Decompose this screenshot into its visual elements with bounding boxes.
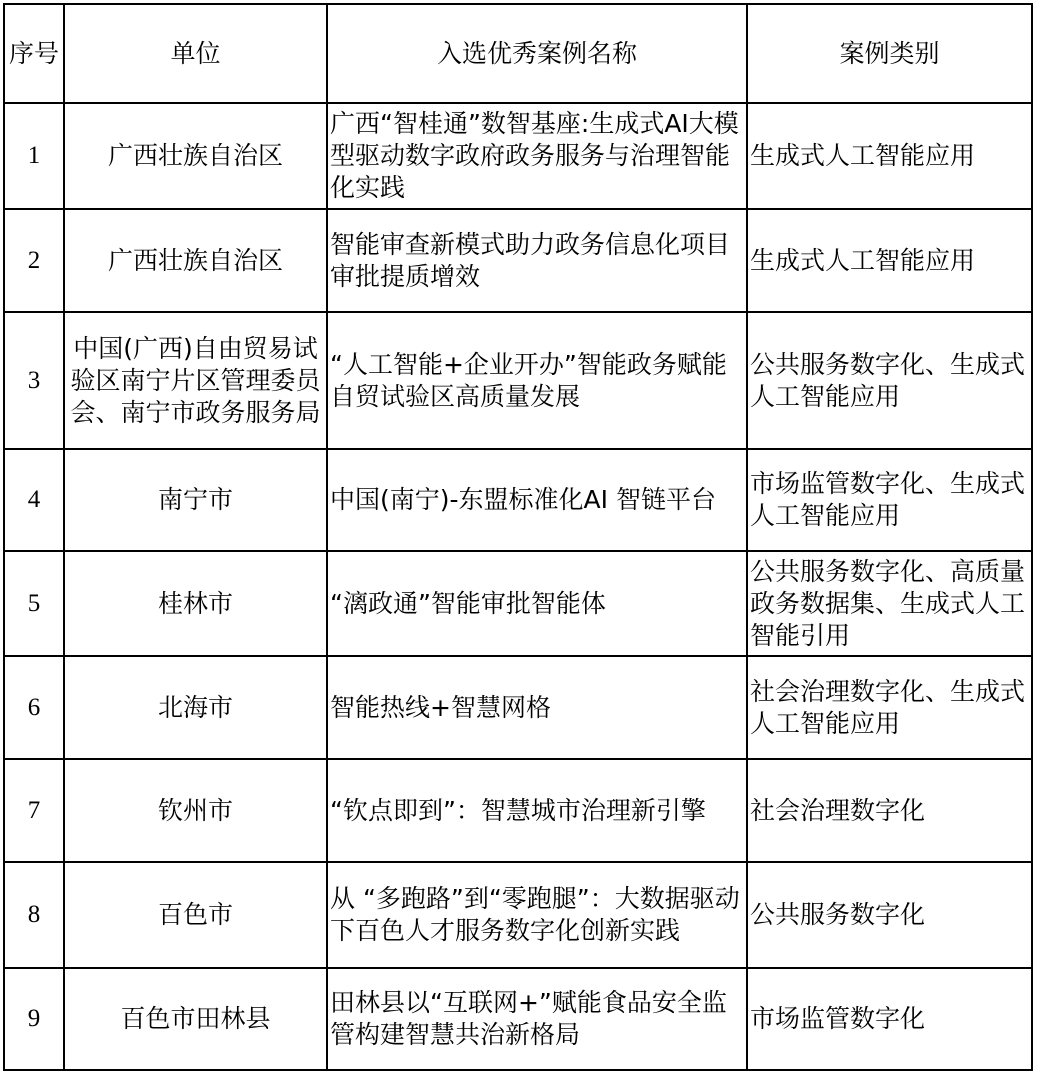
row-category: 公共服务数字化、生成式人工智能应用 [747, 312, 1032, 449]
excellent-cases-table [3, 3, 1033, 1071]
row-no: 6 [4, 656, 64, 759]
row-category: 社会治理数字化、生成式人工智能应用 [747, 656, 1032, 759]
table-row [4, 449, 1032, 551]
row-unit: 北海市 [64, 656, 327, 759]
row-case-name: “钦点即到”：智慧城市治理新引擎 [327, 759, 747, 862]
row-category: 市场监管数字化 [747, 968, 1032, 1070]
row-case-name: 智能热线+智慧网格 [327, 656, 747, 759]
row-category: 生成式人工智能应用 [747, 209, 1032, 312]
row-case-name: 从 “多跑路”到“零跑腿”：大数据驱动下百色人才服务数字化创新实践 [327, 862, 747, 968]
row-unit: 广西壮族自治区 [64, 209, 327, 312]
row-no: 1 [4, 103, 64, 209]
header-category: 案例类别 [747, 4, 1032, 103]
row-category: 社会治理数字化 [747, 759, 1032, 862]
row-category: 市场监管数字化、生成式人工智能应用 [747, 449, 1032, 551]
row-no: 2 [4, 209, 64, 312]
table-header-row [4, 4, 1032, 103]
row-no: 7 [4, 759, 64, 862]
row-unit: 南宁市 [64, 449, 327, 551]
header-unit: 单位 [64, 4, 327, 103]
row-case-name: 智能审查新模式助力政务信息化项目审批提质增效 [327, 209, 747, 312]
row-no: 4 [4, 449, 64, 551]
row-category: 生成式人工智能应用 [747, 103, 1032, 209]
row-case-name: 田林县以“互联网+”赋能食品安全监管构建智慧共治新格局 [327, 968, 747, 1070]
row-category: 公共服务数字化、高质量政务数据集、生成式人工智能引用 [747, 551, 1032, 656]
table-row [4, 656, 1032, 759]
row-case-name: “人工智能+企业开办”智能政务赋能自贸试验区高质量发展 [327, 312, 747, 449]
row-unit: 百色市田林县 [64, 968, 327, 1070]
table-row [4, 968, 1032, 1070]
row-unit: 钦州市 [64, 759, 327, 862]
header-no: 序号 [4, 4, 64, 103]
table-row [4, 312, 1032, 449]
row-unit: 桂林市 [64, 551, 327, 656]
row-unit: 中国(广西)自由贸易试验区南宁片区管理委员会、南宁市政务服务局 [64, 312, 327, 449]
row-no: 8 [4, 862, 64, 968]
row-case-name: “漓政通”智能审批智能体 [327, 551, 747, 656]
row-case-name: 中国(南宁)-东盟标准化AI 智链平台 [327, 449, 747, 551]
table-row [4, 759, 1032, 862]
row-category: 公共服务数字化 [747, 862, 1032, 968]
row-no: 5 [4, 551, 64, 656]
table-row [4, 862, 1032, 968]
row-unit: 百色市 [64, 862, 327, 968]
header-case-name: 入选优秀案例名称 [327, 4, 747, 103]
row-no: 9 [4, 968, 64, 1070]
table-row [4, 209, 1032, 312]
table-row [4, 103, 1032, 209]
row-case-name: 广西“智桂通”数智基座:生成式AI大模型驱动数字政府政务服务与治理智能化实践 [327, 103, 747, 209]
row-unit: 广西壮族自治区 [64, 103, 327, 209]
table-row [4, 551, 1032, 656]
row-no: 3 [4, 312, 64, 449]
